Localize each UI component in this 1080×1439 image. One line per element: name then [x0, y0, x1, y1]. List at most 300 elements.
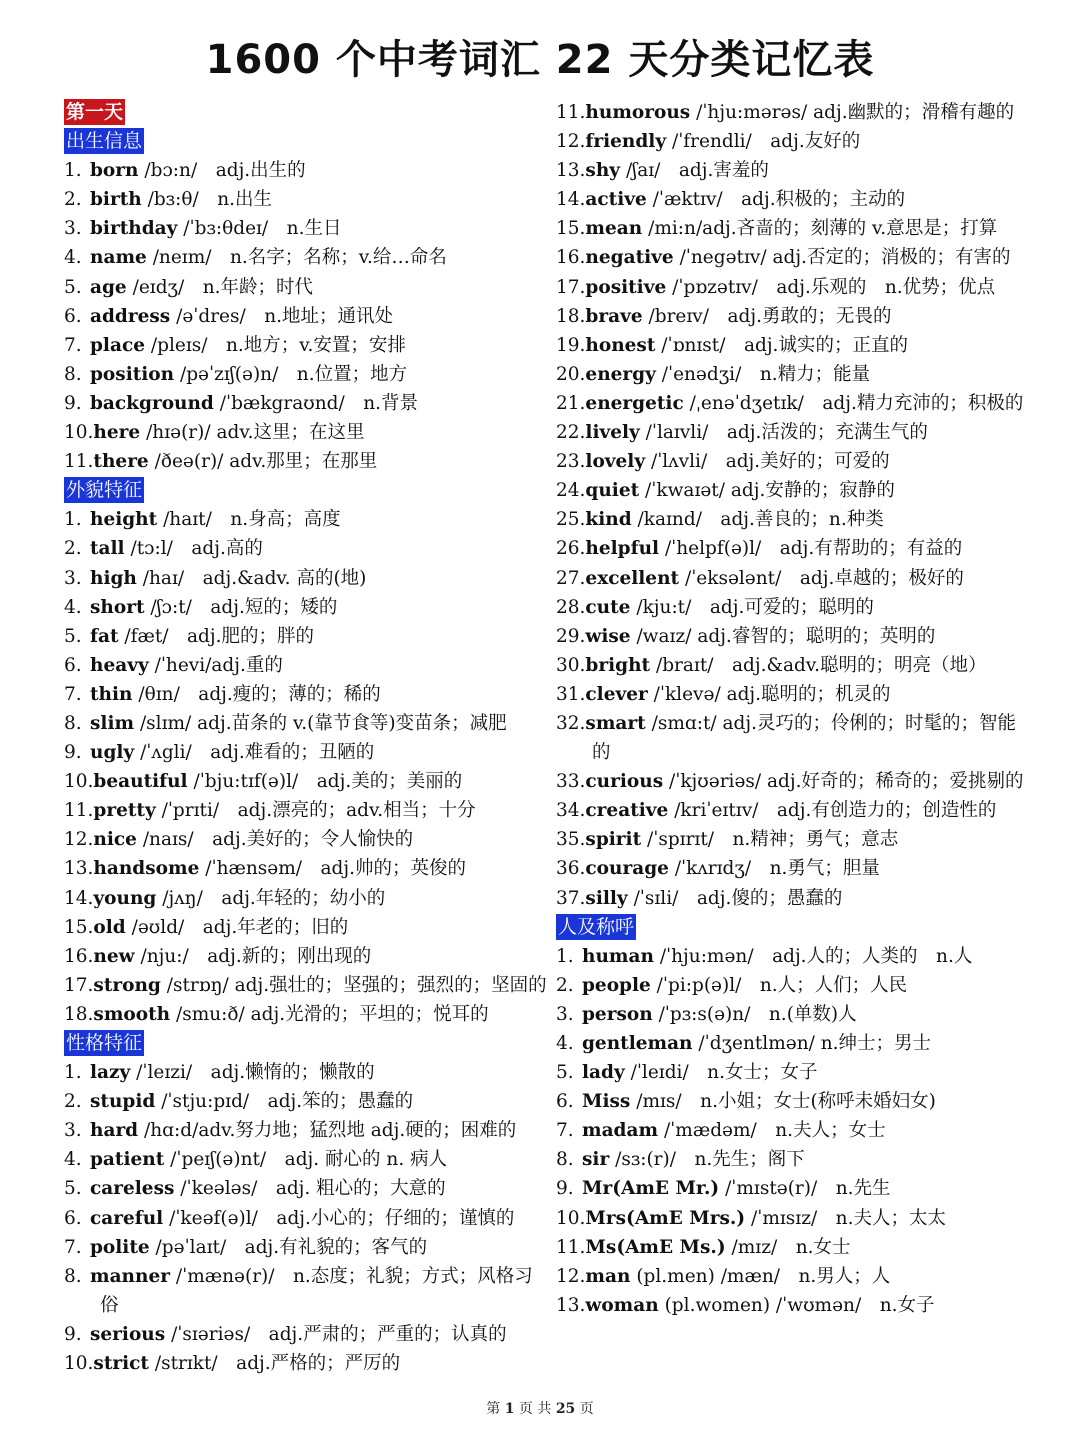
entry-word: age [90, 276, 127, 298]
vocab-entry [556, 505, 1036, 534]
entry-definition: /ˈʌgli/ adj.难看的；丑陋的 [140, 742, 375, 764]
entry-definition: /haɪt/ n.身高；高度 [163, 509, 341, 531]
entry-word: lovely [585, 451, 646, 473]
vocab-entry [556, 156, 1036, 185]
vocab-entry [556, 884, 1036, 913]
entry-word: active [585, 189, 647, 211]
entry-definition: /əˈdres/ n.地址；通讯处 [176, 305, 394, 327]
entry-word: energy [585, 363, 656, 385]
entry-word: mean [585, 218, 643, 240]
entry-definition: /ʃɔ:t/ adj.短的；矮的 [150, 596, 338, 618]
entry-definition: /ˈbju:tɪf(ə)l/ adj.美的；美丽的 [193, 771, 463, 793]
entry-definition: /mɪz/ n.女士 [731, 1236, 851, 1258]
entry-definition: /breɪv/ adj.勇敢的；无畏的 [648, 305, 892, 327]
vocab-entry [64, 302, 534, 331]
entry-word: nice [93, 829, 137, 851]
entry-definition: /ˈbɜ:θdeɪ/ n.生日 [183, 218, 342, 240]
left-column [64, 98, 547, 1378]
entry-number: 1. [556, 945, 574, 967]
vocab-entry [556, 476, 1036, 505]
vocab-entry [64, 1349, 534, 1378]
entry-number: 27. [556, 567, 586, 589]
entry-number: 34. [556, 800, 586, 822]
entry-word: cute [585, 596, 631, 618]
entry-number: 6. [64, 1207, 82, 1229]
entry-number: 11. [556, 1236, 586, 1258]
entry-word: shy [585, 160, 621, 182]
entry-word: lively [585, 422, 640, 444]
entry-number: 10. [556, 1207, 586, 1229]
vocab-entry [556, 680, 1036, 709]
entry-word: hard [90, 1120, 139, 1142]
entry-word: wise [585, 625, 631, 647]
entry-definition: /mi:n/adj.吝啬的；刻薄的 v.意思是；打算 [648, 218, 998, 240]
entry-word: silly [585, 887, 628, 909]
entry-word: ugly [90, 742, 135, 764]
entry-definition: /ˈhænsəm/ adj.帅的；英俊的 [205, 858, 466, 880]
entry-word: strong [93, 974, 161, 996]
vocab-entry [64, 680, 534, 709]
entry-definition: /strɪkt/ adj.严格的；严厉的 [154, 1353, 401, 1375]
entry-definition: /sɜ:(r)/ n.先生；阁下 [615, 1149, 805, 1171]
entry-definition: /ˌenəˈdʒetɪk/ adj.精力充沛的；积极的 [689, 392, 1024, 414]
entry-definition: /ˈkjʊəriəs/ adj.好奇的；稀奇的；爱挑剔的 [669, 771, 1024, 793]
entry-word: negative [585, 247, 674, 269]
entry-word: madam [582, 1120, 659, 1142]
vocab-entry [556, 564, 1036, 593]
vocab-entry [556, 1058, 1036, 1087]
entry-word: young [93, 887, 157, 909]
vocab-entry [556, 447, 1036, 476]
entry-number: 17. [64, 974, 94, 996]
footer-post: 页 [579, 1401, 594, 1417]
vocab-entry [556, 360, 1036, 389]
entry-definition: /ˈnegətɪv/ adj.否定的；消极的；有害的 [679, 247, 1011, 269]
vocab-entry [64, 1320, 534, 1349]
entry-definition: /ˈkwaɪət/ adj.安静的；寂静的 [645, 480, 895, 502]
entry-word: place [90, 334, 145, 356]
entry-number: 10. [64, 1353, 94, 1375]
entry-word: Mr(AmE Mr.) [582, 1178, 720, 1200]
entry-word: handsome [93, 858, 200, 880]
vocab-entry [64, 738, 534, 767]
entry-word: human [582, 945, 654, 967]
entry-word: address [90, 305, 171, 327]
vocab-entry [556, 854, 1036, 883]
entry-number: 2. [64, 1091, 82, 1113]
section-header-label: 外貌特征 [66, 479, 143, 502]
vocab-entry [64, 796, 534, 825]
vocab-entry [556, 534, 1036, 563]
entry-number: 9. [64, 742, 82, 764]
entry-number: 9. [64, 392, 82, 414]
entry-number: 36. [556, 858, 586, 880]
entry-definition: /tɔ:l/ adj.高的 [130, 538, 263, 560]
vocab-entry [556, 1204, 1036, 1233]
entry-definition: /naɪs/ adj.美好的；令人愉快的 [142, 829, 414, 851]
footer-page-number: 1 [504, 1401, 515, 1417]
entry-number: 16. [556, 247, 586, 269]
entry-word: quiet [585, 480, 640, 502]
entry-word: Ms(AmE Ms.) [585, 1236, 726, 1258]
entry-continuation: 俗 [100, 1294, 119, 1316]
entry-number: 8. [64, 1265, 82, 1287]
vocab-entry [64, 1087, 534, 1116]
entry-number: 6. [64, 654, 82, 676]
entry-definition: /ˈleɪzi/ adj.懒惰的；懒散的 [136, 1062, 375, 1084]
entry-definition: /ˈhelpf(ə)l/ adj.有帮助的；有益的 [664, 538, 963, 560]
entry-word: beautiful [93, 771, 188, 793]
entry-word: patient [90, 1149, 165, 1171]
entry-number: 20. [556, 363, 586, 385]
entry-number: 21. [556, 392, 586, 414]
entry-definition: /ˈbækgraʊnd/ n.背景 [219, 392, 418, 414]
entry-word: old [93, 916, 126, 938]
entry-word: person [582, 1003, 653, 1025]
entry-number: 6. [556, 1091, 574, 1113]
entry-number: 1. [64, 509, 82, 531]
vocab-entry [556, 796, 1036, 825]
vocab-entry [556, 1291, 1036, 1320]
vocab-entry [556, 1174, 1036, 1203]
entry-word: new [93, 945, 135, 967]
section-header [64, 476, 534, 505]
entry-definition: /ˈklevə/ adj.聪明的；机灵的 [653, 683, 891, 705]
entry-definition: /ˈɒnɪst/ adj.诚实的；正直的 [661, 334, 908, 356]
entry-word: kind [585, 509, 632, 531]
entry-number: 31. [556, 683, 586, 705]
vocab-entry [64, 156, 534, 185]
vocab-entry [64, 243, 534, 272]
entry-word: heavy [90, 654, 149, 676]
entry-definition: /strɒŋ/ adj.强壮的；坚强的；强烈的；坚固的 [166, 974, 547, 996]
entry-number: 9. [64, 1323, 82, 1345]
entry-word: thin [90, 683, 133, 705]
vocab-entry [64, 593, 534, 622]
entry-word: bright [585, 654, 651, 676]
entry-definition: /ʃaɪ/ adj.害羞的 [625, 160, 769, 182]
vocab-entry [556, 418, 1036, 447]
entry-definition: /braɪt/ adj.&adv.聪明的；明亮（地） [655, 654, 987, 676]
vocab-entry [556, 1087, 1036, 1116]
entry-word: serious [90, 1323, 166, 1345]
entry-number: 18. [556, 305, 586, 327]
entry-definition: /kriˈeɪtɪv/ adj.有创造力的；创造性的 [674, 800, 997, 822]
entry-definition: /fæt/ adj.肥的；胖的 [124, 625, 315, 647]
vocab-entry [64, 447, 534, 476]
entry-number: 18. [64, 1003, 94, 1025]
entry-definition: /ˈmænə(r)/ n.态度；礼貌；方式；风格习 [175, 1265, 533, 1287]
entry-word: spirit [585, 829, 642, 851]
entry-number: 12. [556, 131, 586, 153]
vocab-entry [64, 1262, 534, 1291]
section-header-label: 人及称呼 [558, 915, 635, 938]
section-header-label: 出生信息 [66, 130, 143, 153]
vocab-entry [64, 418, 534, 447]
entry-definition: /ðeə(r)/ adv.那里；在那里 [154, 451, 378, 473]
entry-word: woman [585, 1294, 659, 1316]
entry-number: 5. [64, 1178, 82, 1200]
entry-definition: /ˈsɪli/ adj.傻的；愚蠢的 [633, 887, 843, 909]
entry-word: lady [582, 1062, 625, 1084]
footer-mid: 页 共 [518, 1401, 552, 1417]
entry-definition: /waɪz/ adj.睿智的；聪明的；英明的 [636, 625, 936, 647]
entry-number: 8. [556, 1149, 574, 1171]
vocab-entry [556, 709, 1036, 738]
vocab-entry [556, 273, 1036, 302]
entry-definition: /haɪ/ adj.&adv. 高的(地) [142, 567, 367, 589]
entry-word: clever [585, 683, 648, 705]
vocab-entry [556, 1029, 1036, 1058]
entry-number: 11. [556, 102, 586, 123]
entry-number: 14. [64, 887, 94, 909]
entry-number: 4. [64, 247, 82, 269]
entry-number: 24. [556, 480, 586, 502]
entry-number: 7. [64, 334, 82, 356]
entry-number: 7. [64, 683, 82, 705]
entry-number: 12. [556, 1265, 586, 1287]
vocab-entry [556, 331, 1036, 360]
entry-definition: /ˈkeəf(ə)l/ adj.小心的；仔细的；谨慎的 [169, 1207, 515, 1229]
entry-word: short [90, 596, 145, 618]
entry-word: courage [585, 858, 669, 880]
entry-word: smart [585, 712, 646, 734]
entry-number: 8. [64, 363, 82, 385]
entry-number: 5. [556, 1062, 574, 1084]
entry-word: lazy [90, 1062, 131, 1084]
entry-number: 26. [556, 538, 586, 560]
entry-number: 19. [556, 334, 586, 356]
entry-number: 30. [556, 654, 586, 676]
entry-number: 7. [64, 1236, 82, 1258]
vocab-entry [64, 767, 534, 796]
entry-definition: /ˈlaɪvli/ adj.活泼的；充满生气的 [645, 422, 928, 444]
entry-word: man [585, 1265, 631, 1287]
entry-number: 13. [64, 858, 94, 880]
entry-definition: /ˈæktɪv/ adj.积极的；主动的 [652, 189, 906, 211]
entry-word: slim [90, 712, 135, 734]
vocab-entry [556, 971, 1036, 1000]
entry-number: 12. [64, 829, 94, 851]
page-footer [0, 1398, 1080, 1418]
entry-number: 3. [64, 1120, 82, 1142]
entry-word: brave [585, 305, 643, 327]
vocab-entry [64, 360, 534, 389]
entry-continuation: 的 [592, 742, 611, 764]
entry-number: 32. [556, 712, 586, 734]
entry-definition: /ˈsɪəriəs/ adj.严肃的；严重的；认真的 [171, 1323, 507, 1345]
entry-word: positive [585, 276, 667, 298]
entry-number: 23. [556, 451, 586, 473]
entry-number: 14. [556, 189, 586, 211]
entry-word: careful [90, 1207, 164, 1229]
entry-number: 1. [64, 1062, 82, 1084]
entry-definition: /ˈenədʒi/ n.精力；能量 [661, 363, 871, 385]
entry-word: Miss [582, 1091, 631, 1113]
entry-definition: /ˈmædəm/ n.夫人；女士 [663, 1120, 886, 1142]
vocab-entry [556, 1116, 1036, 1145]
vocab-entry [556, 651, 1036, 680]
entry-definition: /ˈdʒentlmən/ n.绅士；男士 [698, 1033, 932, 1054]
vocab-entry [64, 854, 534, 883]
entry-definition: /ˈfrendli/ adj.友好的 [671, 131, 861, 153]
entry-number: 25. [556, 509, 586, 531]
vocab-entry [556, 185, 1036, 214]
entry-word: background [90, 392, 214, 414]
vocab-entry [556, 214, 1036, 243]
section-header-label: 性格特征 [66, 1032, 143, 1054]
entry-number: 5. [64, 625, 82, 647]
entry-definition: /ˈpɒzətɪv/ adj.乐观的 n.优势；优点 [672, 276, 996, 298]
entry-word: creative [585, 800, 669, 822]
entry-word: honest [585, 334, 656, 356]
entry-word: tall [90, 538, 125, 560]
page-title: 1600 个中考词汇 22 天分类记忆表 [205, 37, 875, 83]
entry-number: 9. [556, 1178, 574, 1200]
entry-number: 15. [556, 218, 586, 240]
vocab-entry [556, 942, 1036, 971]
entry-number: 13. [556, 160, 586, 182]
entry-word: position [90, 363, 175, 385]
entry-definition: /ˈkʌrɪdʒ/ n.勇气；胆量 [674, 858, 880, 880]
entry-definition: /əʊld/ adj.年老的；旧的 [131, 916, 349, 938]
entry-number: 35. [556, 829, 586, 851]
entry-definition: /bɜ:θ/ n.出生 [147, 189, 272, 211]
entry-definition: /ˈhju:mən/ adj.人的；人类的 n.人 [659, 945, 973, 967]
vocab-entry [556, 243, 1036, 272]
entry-definition: /ˈhevi/adj.重的 [154, 654, 283, 676]
entry-number: 7. [556, 1120, 574, 1142]
entry-number: 33. [556, 771, 586, 793]
entry-definition: /ˈlʌvli/ adj.美好的；可爱的 [650, 451, 890, 473]
vocab-entry [556, 593, 1036, 622]
entry-word: polite [90, 1236, 150, 1258]
day-label: 第一天 [66, 101, 124, 123]
entry-definition: /jʌŋ/ adj.年轻的；幼小的 [162, 887, 386, 909]
entry-definition: /bɔ:n/ adj.出生的 [144, 160, 306, 182]
vocab-entry [556, 302, 1036, 331]
vocab-entry [556, 1000, 1036, 1029]
footer-total-pages: 25 [555, 1401, 576, 1417]
entry-word: Mrs(AmE Mrs.) [585, 1207, 746, 1229]
entry-definition: /pəˈlaɪt/ adj.有礼貌的；客气的 [155, 1236, 428, 1258]
vocab-entry [64, 1204, 534, 1233]
entry-definition: /ˈstju:pɪd/ adj.笨的；愚蠢的 [161, 1091, 414, 1113]
entry-definition: /pəˈzɪʃ(ə)n/ n.位置；地方 [179, 363, 408, 385]
entry-number: 10. [64, 771, 94, 793]
entry-definition: /ˈpi:p(ə)l/ n.人；人们；人民 [656, 974, 908, 996]
entry-number: 1. [64, 160, 82, 182]
vocab-entry [64, 884, 534, 913]
entry-definition: /mɪs/ n.小姐；女士(称呼未婚妇女) [636, 1091, 936, 1113]
vocab-entry [64, 564, 534, 593]
entry-definition: /ˈhju:mərəs/ adj.幽默的；滑稽有趣的 [696, 102, 1015, 123]
section-header [64, 1029, 534, 1058]
vocab-entry [64, 1000, 534, 1029]
entry-word: here [93, 422, 141, 444]
vocab-entry [64, 825, 534, 854]
entry-word: name [90, 247, 147, 269]
entry-number: 10. [64, 422, 94, 444]
entry-word: pretty [93, 800, 156, 822]
entry-definition: /ˈmɪsɪz/ n.夫人；太太 [751, 1207, 946, 1229]
vocab-entry [64, 1145, 534, 1174]
entry-number: 4. [64, 1149, 82, 1171]
vocab-entry [556, 825, 1036, 854]
vocab-entry [64, 505, 534, 534]
vocab-entry [64, 331, 534, 360]
footer-pre: 第 [486, 1401, 501, 1417]
entry-number: 17. [556, 276, 586, 298]
entry-word: friendly [585, 131, 667, 153]
entry-definition: /hɑ:d/adv.努力地；猛烈地 adj.硬的；困难的 [144, 1120, 517, 1142]
entry-word: fat [90, 625, 119, 647]
entry-number: 5. [64, 276, 82, 298]
vocab-entry [64, 1116, 534, 1145]
entry-number: 16. [64, 945, 94, 967]
entry-definition: /eɪdʒ/ n.年龄；时代 [132, 276, 314, 298]
entry-word: careless [90, 1178, 175, 1200]
entry-number: 37. [556, 887, 586, 909]
entry-definition: /smɑ:t/ adj.灵巧的；伶俐的；时髦的；智能 [651, 712, 1016, 734]
entry-number: 22. [556, 422, 586, 444]
entry-definition: /ˈspɪrɪt/ n.精神；勇气；意志 [647, 829, 899, 851]
vocab-entry [556, 389, 1036, 418]
entry-definition: /ˈmɪstə(r)/ n.先生 [725, 1178, 891, 1200]
entry-word: smooth [93, 1003, 171, 1025]
entry-number: 2. [556, 974, 574, 996]
vocab-entry [64, 214, 534, 243]
entry-definition: /ˈpeɪʃ(ə)nt/ adj. 耐心的 n. 病人 [170, 1149, 448, 1171]
entry-number: 6. [64, 305, 82, 327]
entry-number: 28. [556, 596, 586, 618]
entry-word: sir [582, 1149, 610, 1171]
entry-definition: (pl.women) /ˈwʊmən/ n.女子 [664, 1294, 935, 1316]
entry-number: 2. [64, 189, 82, 211]
entry-number: 8. [64, 712, 82, 734]
entry-word: stupid [90, 1091, 156, 1113]
vocab-entry [64, 942, 534, 971]
entry-word: humorous [585, 102, 691, 123]
vocab-entry [556, 1145, 1036, 1174]
entry-definition: /hɪə(r)/ adv.这里；在这里 [146, 422, 365, 444]
entry-definition: /ˈprɪti/ adj.漂亮的；adv.相当；十分 [161, 800, 476, 822]
vocab-entry [556, 1262, 1036, 1291]
entry-word: there [93, 451, 149, 473]
entry-word: manner [90, 1265, 170, 1287]
entry-definition: /smu:ð/ adj.光滑的；平坦的；悦耳的 [175, 1003, 489, 1025]
entry-word: born [90, 160, 139, 182]
entry-word: gentleman [582, 1033, 693, 1054]
vocab-entry [556, 1233, 1036, 1262]
entry-number: 3. [64, 567, 82, 589]
entry-word: excellent [585, 567, 680, 589]
entry-definition: /slɪm/ adj.苗条的 v.(靠节食等)变苗条；减肥 [139, 712, 507, 734]
section-header [64, 127, 534, 156]
right-column [556, 98, 1036, 1320]
vocab-entry [64, 534, 534, 563]
section-header [556, 913, 1036, 942]
vocab-entry [64, 971, 547, 1000]
vocab-entry [64, 913, 534, 942]
entry-number: 15. [64, 916, 94, 938]
entry-word: energetic [585, 392, 684, 414]
vocab-entry [556, 127, 1036, 156]
vocab-entry [556, 622, 1036, 651]
vocab-entry [64, 1058, 534, 1087]
entry-definition: /ˈkeələs/ adj. 粗心的；大意的 [180, 1178, 446, 1200]
vocab-entry [64, 709, 534, 738]
